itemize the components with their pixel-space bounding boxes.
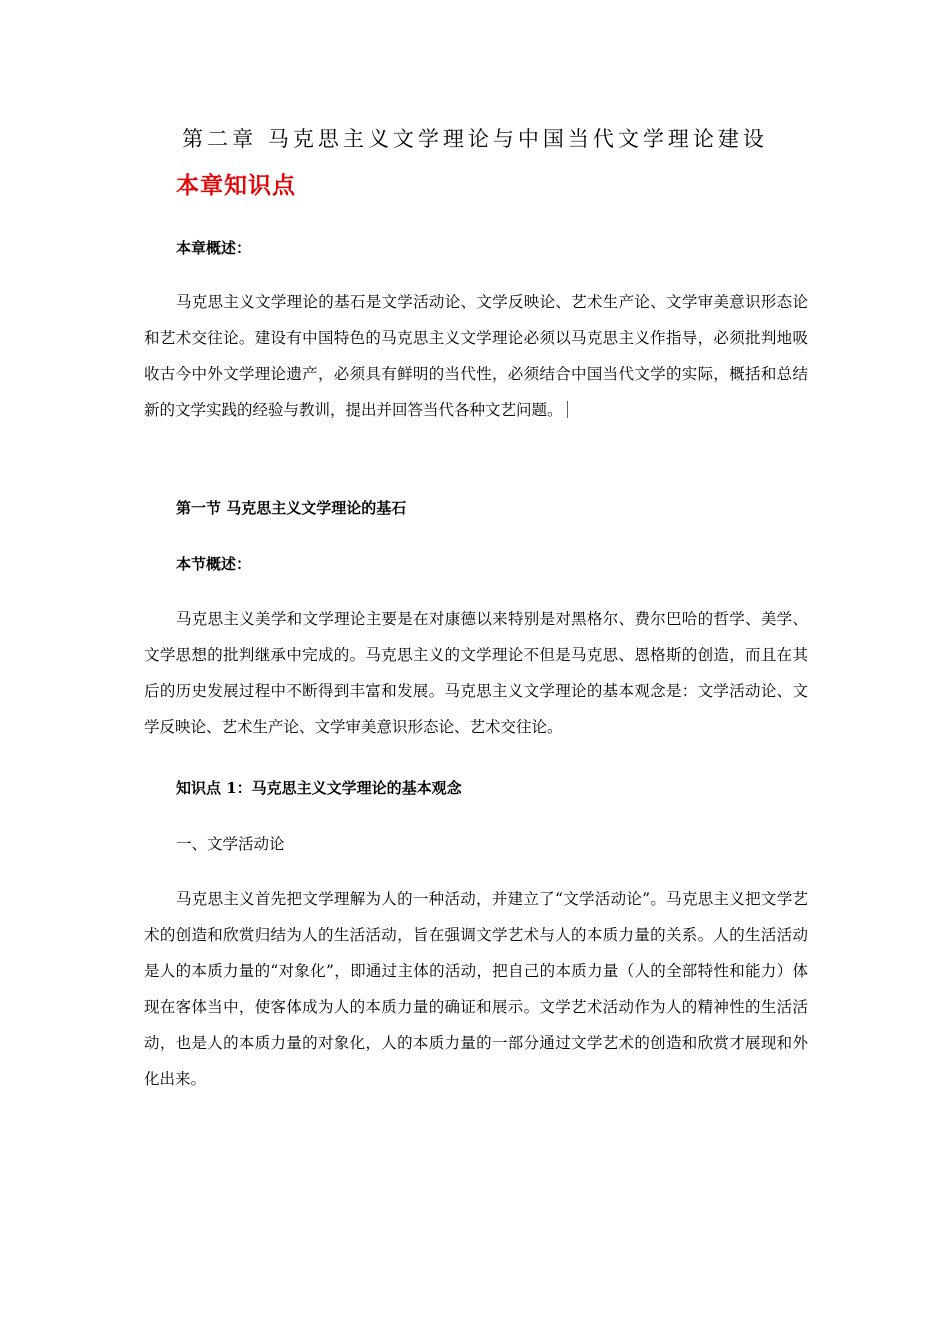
knowledge-point-title: 知识点 1：马克思主义文学理论的基本观念 bbox=[176, 779, 462, 797]
section-overview-label: 本节概述： bbox=[176, 555, 252, 573]
activity-theory-paragraph: 马克思主义首先把文学理解为人的一种活动，并建立了“文学活动论”。马克思主义把文学艺术的创造和欣赏归结为人的生活活动，旨在强调文学艺术与人的本质力量的关系。人的生活活动是人的本质力量的“对象化”，即通过主体的活动，把自己的本质力量（人的全部特性和能力）体现在客体当中，使客体成为人的本质力量的确证和展示。文学艺术活动作为人的精神性的生活活动，也是人的本质力量的对象化，人的本质力量的一部分通过文学艺术的创造和欣赏才展现和外化出来。 bbox=[144, 890, 808, 1088]
section-overview-paragraph: 马克思主义美学和文学理论主要是在对康德以来特别是对黑格尔、费尔巴哈的哲学、美学、文学思想的批判继承中完成的。马克思主义的文学理论不但是马克思、恩格斯的创造，而且在其后的历史发展过程中不断得到丰富和发展。马克思主义文学理论的基本观念是：文学活动论、文学反映论、艺术生产论、文学审美意识形态论、艺术交往论。 bbox=[144, 610, 808, 736]
activity-theory-subheading: 一、文学活动论 bbox=[176, 835, 285, 853]
chapter-title: 第二章 马克思主义文学理论与中国当代文学理论建设 bbox=[182, 127, 768, 151]
chapter-overview-text: 马克思主义文学理论的基石是文学活动论、文学反映论、艺术生产论、文学审美意识形态论和艺术交往论。建设有中国特色的马克思主义文学理论必须以马克思主义作指导，必须批判地吸收古今中外文学理论遗产，必须具有鲜明的当代性，必须结合中国当代文学的实际，概括和总结新的文学实践的经验与教训，提出并回答当代各种文艺问题。 bbox=[144, 293, 808, 419]
text-cursor bbox=[567, 401, 568, 418]
chapter-overview-label: 本章概述： bbox=[176, 239, 252, 257]
knowledge-points-heading: 本章知识点 bbox=[176, 172, 296, 199]
section-title: 第一节 马克思主义文学理论的基石 bbox=[176, 499, 407, 517]
chapter-overview-paragraph bbox=[144, 284, 808, 428]
